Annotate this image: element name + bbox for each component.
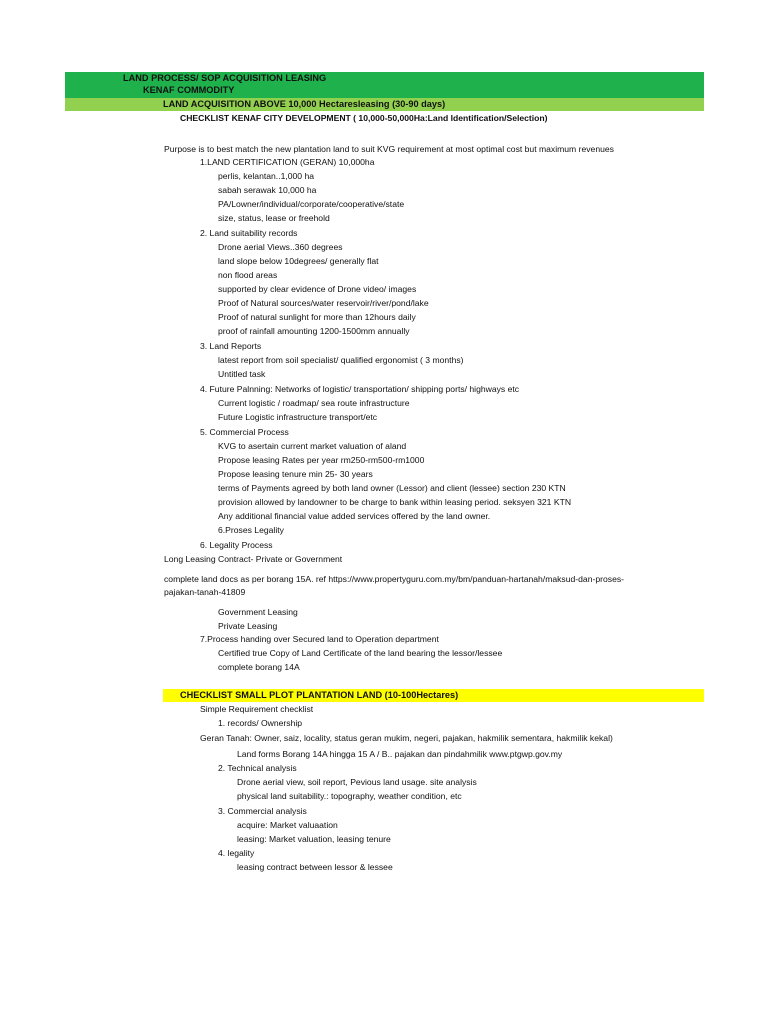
list-item: 4. Future Palnning: Networks of logistic/ transportation/ shipping ports/ highways etc — [200, 384, 520, 394]
list-item: size, status, lease or freehold — [218, 213, 330, 223]
list-item: non flood areas — [218, 270, 278, 280]
list-item: PA/Lowner/individual/corporate/cooperative/state — [218, 199, 405, 209]
purpose-text: Purpose is to best match the new plantation land to suit KVG requirement at most optimal cost but maximum revenues — [164, 144, 614, 154]
list-item: Land forms Borang 14A hingga 15 A / B.. pajakan dan pindahmilik www.ptgwp.gov.my — [237, 749, 563, 759]
list-item: 1.LAND CERTIFICATION (GERAN) 10,000ha — [200, 157, 375, 167]
list-item: Private Leasing — [218, 621, 278, 631]
doc-title: LAND PROCESS/ SOP ACQUISITION LEASING — [123, 73, 327, 83]
list-item: land slope below 10degrees/ generally flat — [218, 256, 379, 266]
list-item: leasing: Market valuation, leasing tenure — [237, 834, 391, 844]
acquisition-band — [65, 98, 704, 111]
list-item: 2. Land suitability records — [200, 228, 298, 238]
list-item: Propose leasing Rates per year rm250-rm500-rm1000 — [218, 455, 425, 465]
list-item: Proof of Natural sources/water reservoir/river/pond/lake — [218, 298, 429, 308]
list-item: latest report from soil specialist/ qualified ergonomist ( 3 months) — [218, 355, 464, 365]
list-item: Proof of natural sunlight for more than 12hours daily — [218, 312, 416, 322]
list-item: KVG to asertain current market valuation of aland — [218, 441, 407, 451]
list-item: 3. Land Reports — [200, 341, 262, 351]
list-item: Current logistic / roadmap/ sea route infrastructure — [218, 398, 410, 408]
list-item: proof of rainfall amounting 1200-1500mm annually — [218, 326, 410, 336]
list-item: Government Leasing — [218, 607, 298, 617]
list-item: acquire: Market valuaation — [237, 820, 338, 830]
list-item: sabah serawak 10,000 ha — [218, 185, 317, 195]
list-item: 6.Proses Legality — [218, 525, 284, 535]
list-item: 3. Commercial analysis — [218, 806, 307, 816]
list-item: Long Leasing Contract- Private or Government — [164, 554, 343, 564]
list-item: Simple Requirement checklist — [200, 704, 314, 714]
doc-subtitle: KENAF COMMODITY — [143, 85, 235, 95]
list-item: 7.Process handing over Secured land to Operation department — [200, 634, 439, 644]
list-item: terms of Payments agreed by both land owner (Lessor) and client (lessee) section 230 KTN — [218, 483, 566, 493]
list-item: 6. Legality Process — [200, 540, 273, 550]
list-item: 1. records/ Ownership — [218, 718, 303, 728]
section2-heading: CHECKLIST SMALL PLOT PLANTATION LAND (10-100Hectares) — [180, 690, 459, 700]
list-item: Untitled task — [218, 369, 266, 379]
list-item: Future Logistic infrastructure transport/etc — [218, 412, 378, 422]
list-item: complete borang 14A — [218, 662, 300, 672]
list-item: provision allowed by landowner to be charge to bank within leasing period. seksyen 321 KTN — [218, 497, 572, 507]
list-item: perlis, kelantan..1,000 ha — [218, 171, 315, 181]
list-item: Propose leasing tenure min 25- 30 years — [218, 469, 373, 479]
list-item: 4. legality — [218, 848, 255, 858]
list-item: leasing contract between lessor & lessee — [237, 862, 393, 872]
list-item: Geran Tanah: Owner, saiz, locality, status geran mukim, negeri, pajakan, hakmilik sementara, hakmilik kekal) — [200, 733, 613, 743]
small-plot-band — [163, 689, 704, 702]
list-item: Drone aerial Views..360 degrees — [218, 242, 343, 252]
list-item: complete land docs as per borang 15A. ref https://www.propertyguru.com.my/bm/panduan-hartanah/maksud-dan-proses- — [164, 574, 625, 584]
list-item: Any additional financial value added services offered by the land owner. — [218, 511, 491, 521]
acquisition-heading: LAND ACQUISITION ABOVE 10,000 Hectaresleasing (30-90 days) — [163, 99, 446, 109]
list-item: 5. Commercial Process — [200, 427, 289, 437]
title-band — [65, 72, 704, 98]
list-item: supported by clear evidence of Drone video/ images — [218, 284, 417, 294]
list-item: physical land suitability.: topography, weather condition, etc — [237, 791, 462, 801]
list-item: pajakan-tanah-41809 — [164, 587, 246, 597]
section1-heading: CHECKLIST KENAF CITY DEVELOPMENT ( 10,000-50,000Ha:Land Identification/Selection) — [180, 113, 548, 123]
list-item: Certified true Copy of Land Certificate of the land bearing the lessor/lessee — [218, 648, 503, 658]
list-item: 2. Technical analysis — [218, 763, 297, 773]
list-item: Drone aerial view, soil report, Pevious land usage. site analysis — [237, 777, 477, 787]
